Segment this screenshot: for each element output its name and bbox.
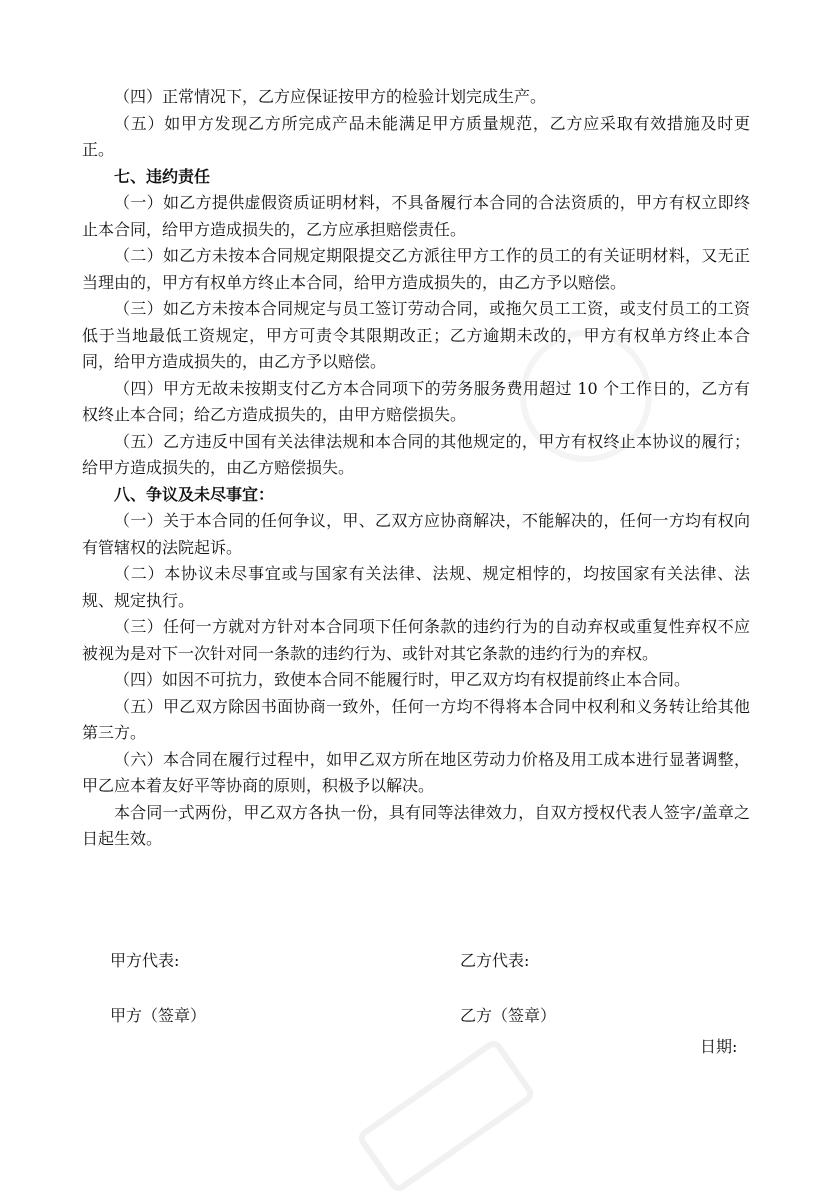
clause-paragraph: （一）关于本合同的任何争议，甲、乙双方应协商解决，不能解决的，任何一方均有权向有管辖权的法院起诉。	[82, 511, 750, 557]
clause-paragraph: （四）正常情况下，乙方应保证按甲方的检验计划完成生产。	[114, 87, 547, 106]
section-heading: 七、违约责任	[114, 166, 211, 186]
clause-paragraph: 本合同一式两份，甲乙双方各执一份，具有同等法律效力，自双方授权代表人签字/盖章之日起生效。	[82, 802, 750, 848]
clause-paragraph: （六）本合同在履行过程中，如甲乙双方所在地区劳动力价格及用工成本进行显著调整，甲乙应本着友好平等协商的原则，积极予以解决。	[82, 749, 750, 795]
party-b-representative-label: 乙方代表:	[460, 951, 530, 970]
clause-paragraph: （五）甲乙双方除因书面协商一致外，任何一方均不得将本合同中权利和义务转让给其他第三方。	[82, 696, 750, 742]
party-a-seal-label: 甲方（签章）	[110, 1006, 207, 1025]
contract-body	[82, 84, 750, 853]
party-b-seal-label: 乙方（签章）	[460, 1006, 557, 1025]
section-heading: 八、争议及未尽事宜：	[114, 484, 275, 504]
clause-paragraph: （三）如乙方未按本合同规定与员工签订劳动合同，或拖欠员工工资，或支付员工的工资低于当地最低工资规定，甲方可责令其限期改正；乙方逾期未改的，甲方有权单方终止本合同，给甲方造成损失的，由乙方予以赔偿。	[82, 299, 750, 371]
clause-paragraph: （五）乙方违反中国有关法律法规和本合同的其他规定的，甲方有权终止本协议的履行；给甲方造成损失的，由乙方赔偿损失。	[82, 431, 750, 477]
clause-paragraph: （三）任何一方就对方针对本合同项下任何条款的违约行为的自动弃权或重复性弃权不应被视为是对下一次针对同一条款的违约行为、或针对其它条款的违约行为的弃权。	[82, 617, 750, 663]
clause-paragraph: （四）甲方无故未按期支付乙方本合同项下的劳务服务费用超过 10 个工作日的，乙方有权终止本合同；给乙方造成损失的，由甲方赔偿损失。	[82, 378, 750, 424]
clause-paragraph: （一）如乙方提供虚假资质证明材料，不具备履行本合同的合法资质的，甲方有权立即终止本合同，给甲方造成损失的，乙方应承担赔偿责任。	[82, 193, 750, 239]
date-label: 日期:	[700, 1037, 738, 1056]
party-a-representative-label: 甲方代表:	[110, 951, 180, 970]
clause-paragraph: （二）本协议未尽事宜或与国家有关法律、法规、规定相悖的，均按国家有关法律、法规、规定执行。	[82, 564, 750, 610]
clause-paragraph: （二）如乙方未按本合同规定期限提交乙方派往甲方工作的员工的有关证明材料，又无正当理由的，甲方有权单方终止本合同，给甲方造成损失的，由乙方予以赔偿。	[82, 246, 750, 292]
clause-paragraph: （五）如甲方发现乙方所完成产品未能满足甲方质量规范，乙方应采取有效措施及时更正。	[82, 113, 750, 159]
clause-paragraph: （四）如因不可抗力，致使本合同不能履行时，甲乙双方均有权提前终止本合同。	[114, 670, 691, 689]
watermark-stamp	[355, 1037, 537, 1195]
